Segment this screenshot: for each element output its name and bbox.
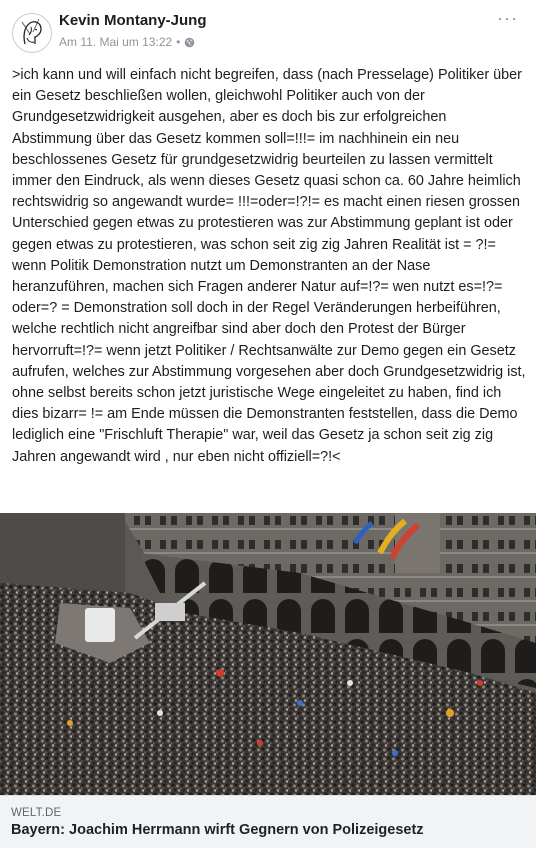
link-title[interactable]: Bayern: Joachim Herrmann wirft Gegnern von Polizeigesetz	[11, 822, 424, 838]
post-meta	[59, 35, 195, 49]
more-options-button[interactable]: ···	[497, 8, 518, 28]
meta-separator: •	[176, 35, 181, 49]
post-timestamp[interactable]: Am 11. Mai um 13:22	[59, 35, 173, 49]
post-text: >ich kann und will einfach nicht begreifen, dass (nach Presselage) Politiker über ein Gesetz beschließen wollen, gleichwohl Politiker auch von der Grundgesetzwidrigkeit ausgehen, aber es doch bis zur erfolgreichen Abstimmung über das Gesetz kommen soll=!!!= im nachhinein ein neu beschlossenes Gesetz für grundgesetzwidrig beurteilen zu lassen vermittelt immer den Eindruck, als wenn dieses Gesetz quasi schon ca. 60 Jahre heimlich rechtswidrig so angewandt wurde= !!!=oder=!?!= es macht einen riesen grossen Unterschied gegen etwas zu protestieren was zur Abstimmung geplant ist oder gegen etwas zu protestieren, was schon seit zig zig Jahren Realität ist = ?!= wenn Politik Demonstration nutzt um Demonstranten an der Nase heranzuführen, machen sich Fragen anderer Natur auf=!?= wen nutzt es=!?= oder=? = Demonstration soll doch in der Regel Veränderungen herbeiführen, welche rechtlich nicht angreifbar sind aber doch den Protest der Bürger hervorruft=!?= wenn jetzt Politiker / Rechtsanwälte zur Demo gegen ein Gesetz aufrufen, welches zur Abstimmung vorgesehen aber doch Grundgesetzwidrig ist, ohne selbst bereits schon jetzt juristische Wege eingeleitet zu haben, find ich dies bizarr= != am Ende müssen die Demonstranten feststellen, dass die Demo lediglich eine "Frischluft Therapie" war, weil das Gesetz ja schon seit zig zig Jahren angewandt wird , nur eben nicht offiziell=?!<	[12, 67, 526, 465]
demonstration-crowd-photo	[0, 513, 536, 795]
globe-icon	[184, 37, 195, 48]
link-preview-meta[interactable]	[0, 795, 536, 848]
link-preview-image[interactable]	[0, 513, 536, 795]
post-header	[0, 0, 536, 60]
link-domain: WELT.DE	[11, 807, 62, 819]
avatar[interactable]	[12, 13, 52, 53]
author-name[interactable]: Kevin Montany-Jung	[59, 12, 207, 29]
avatar-sketch-icon	[13, 14, 51, 52]
